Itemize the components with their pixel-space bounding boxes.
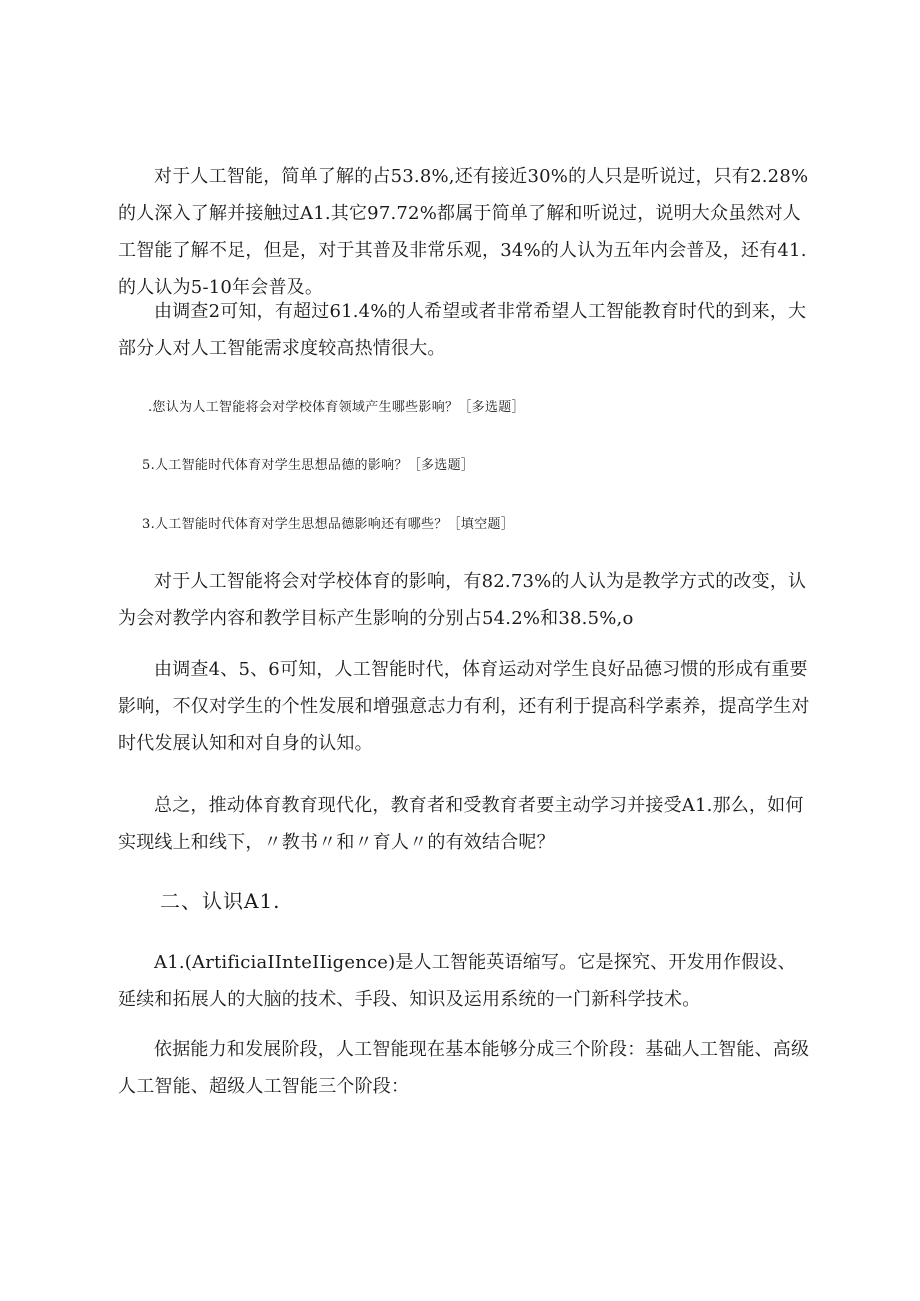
paragraph-ai-definition: A1.(ArtificiaIInteIIigence)是人工智能英语缩写。它是探究、开发用作假设、延续和拓展人的大脑的技术、手段、知识及运用系统的一门新科学技术。 — [118, 952, 796, 1010]
paragraph-school-sports-impact: 对于人工智能将会对学校体育的影响，有82.73%的人认为是教学方式的改变，认为会对教学内容和教学目标产生影响的分别占54.2%和38.5%,o — [118, 571, 807, 629]
paragraph-conclusion: 总之，推动体育教育现代化，教育者和受教育者要主动学习并接受A1.那么，如何实现线上和线下，〃教书〃和〃育人〃的有效结合呢？ — [118, 795, 804, 853]
paragraph-ai-stages: 依据能力和发展阶段，人工智能现在基本能够分成三个阶段：基础人工智能、高级人工智能、超级人工智能三个阶段： — [118, 1039, 810, 1097]
paragraph-survey-2: 由调查2可知，有超过61.4%的人希望或者非常希望人工智能教育时代的到来，大部分人对人工智能需求度较高热情很大。 — [118, 301, 807, 359]
survey-question-moral-influence: 5.人工智能时代体育对学生思想品德的影响？［多选题］ — [142, 458, 475, 473]
paragraph-survey-4-5-6: 由调查4、5、6可知，人工智能时代，体育运动对学生良好品德习惯的形成有重要影响，不仅对学生的个性发展和增强意志力有利，还有利于提高科学素养，提高学生对时代发展认知和对自身的认知。 — [118, 659, 810, 754]
survey-question-impact: .您认为人工智能将会对学校体育领域产生哪些影响？［多选题］ — [148, 400, 525, 415]
paragraph-ai-understanding: 对于人工智能，简单了解的占53.8%,还有接近30%的人只是听说过，只有2.28%的人深入了解并接触过A1.其它97.72%都属于简单了解和听说过，说明大众虽然对人工智能了解不足，但是，对于其普及非常乐观，34%的人认为五年内会普及，还有41.的人认为5-10年会普及。 — [118, 166, 809, 298]
survey-question-moral-other: 3.人工智能时代体育对学生思想品德影响还有哪些？［填空题］ — [142, 517, 515, 532]
section-heading: 二、认识A1. — [160, 889, 281, 913]
